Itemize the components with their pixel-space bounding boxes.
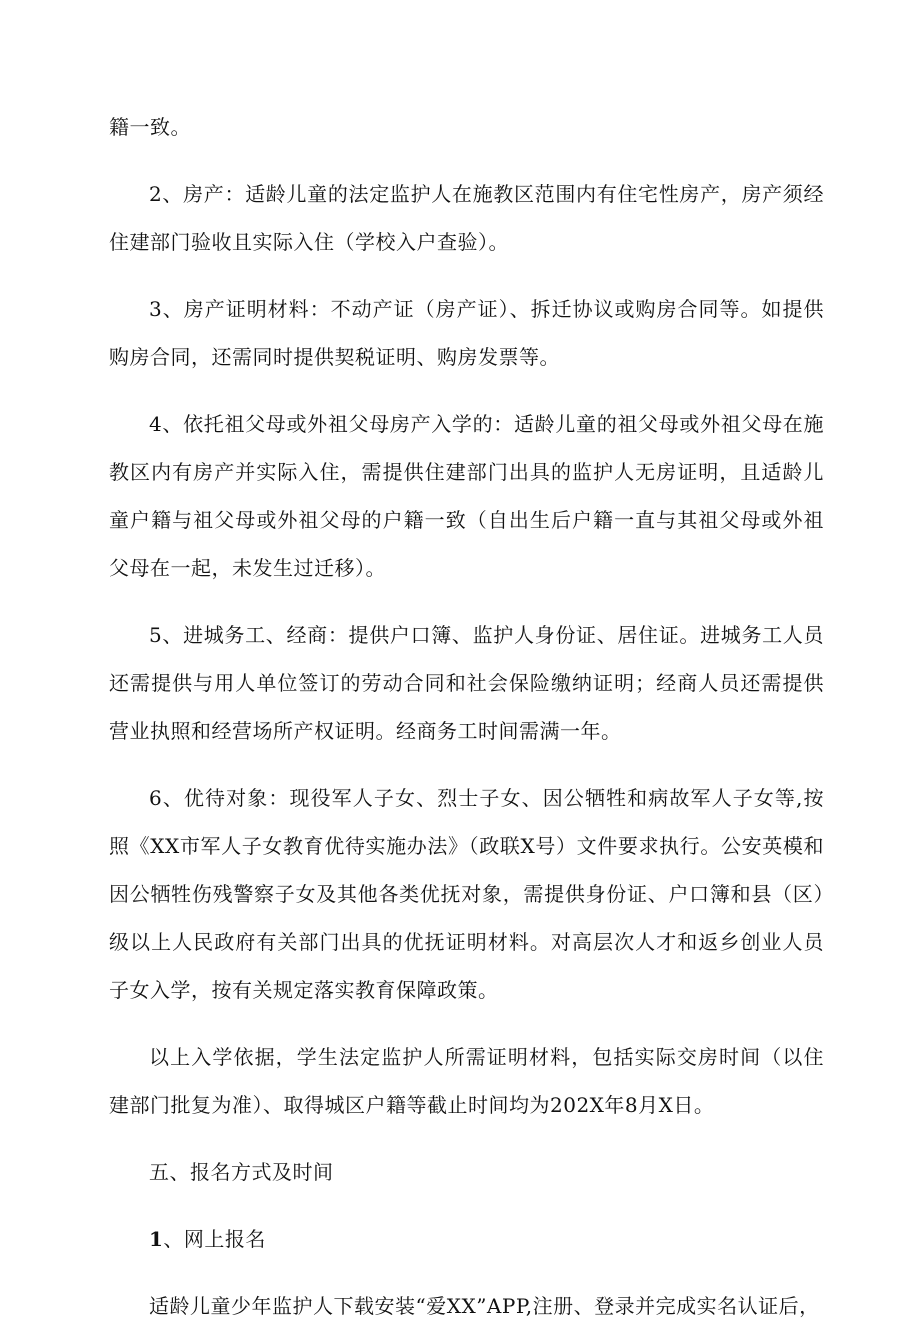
paragraph-continued: 籍一致。 (109, 115, 191, 139)
paragraph-preferential: 6、优待对象：现役军人子女、烈士子女、因公牺牲和病故军人子女等,按照《XX市军人子女教育优待实施办法》（政联X号）文件要求执行。公安英模和因公牺牲伤残警察子女及其他各类优抚对象，需提供身份证、户口簿和县（区）级以上人民政府有关部门出具的优抚证明材料。对高层次人才和返乡创业人员子女入学，按有关规定落实教育保障政策。 (109, 786, 824, 1002)
paragraph-deadline: 以上入学依据，学生法定监护人所需证明材料，包括实际交房时间（以住建部门批复为准）、取得城区户籍等截止时间均为202X年8月X日。 (109, 1045, 824, 1117)
paragraph-housing: 2、房产：适龄儿童的法定监护人在施教区范围内有住宅性房产，房产须经住建部门验收且实际入住（学校入户查验）。 (109, 182, 824, 254)
subsection-title: 、网上报名 (163, 1227, 266, 1251)
document-page (109, 103, 824, 1330)
paragraph-online-registration: 适龄儿童少年监护人下载安装“爱XX”APP,注册、登录并完成实名认证后， (149, 1294, 820, 1318)
subsection-number: 1 (149, 1227, 164, 1251)
paragraph-housing-proof: 3、房产证明材料：不动产证（房产证）、拆迁协议或购房合同等。如提供购房合同，还需同时提供契税证明、购房发票等。 (109, 297, 824, 369)
paragraph-migrant-workers: 5、进城务工、经商：提供户口簿、监护人身份证、居住证。进城务工人员还需提供与用人单位签订的劳动合同和社会保险缴纳证明；经商人员还需提供营业执照和经营场所产权证明。经商务工时间需满一年。 (109, 623, 824, 743)
paragraph-grandparents-housing: 4、依托祖父母或外祖父母房产入学的：适龄儿童的祖父母或外祖父母在施教区内有房产并实际入住，需提供住建部门出具的监护人无房证明，且适龄儿童户籍与祖父母或外祖父母的户籍一致（自出生后户籍一直与其祖父母或外祖父母在一起，未发生过迁移）。 (109, 412, 824, 580)
section-heading: 五、报名方式及时间 (149, 1160, 334, 1184)
subsection-heading (109, 1215, 824, 1263)
